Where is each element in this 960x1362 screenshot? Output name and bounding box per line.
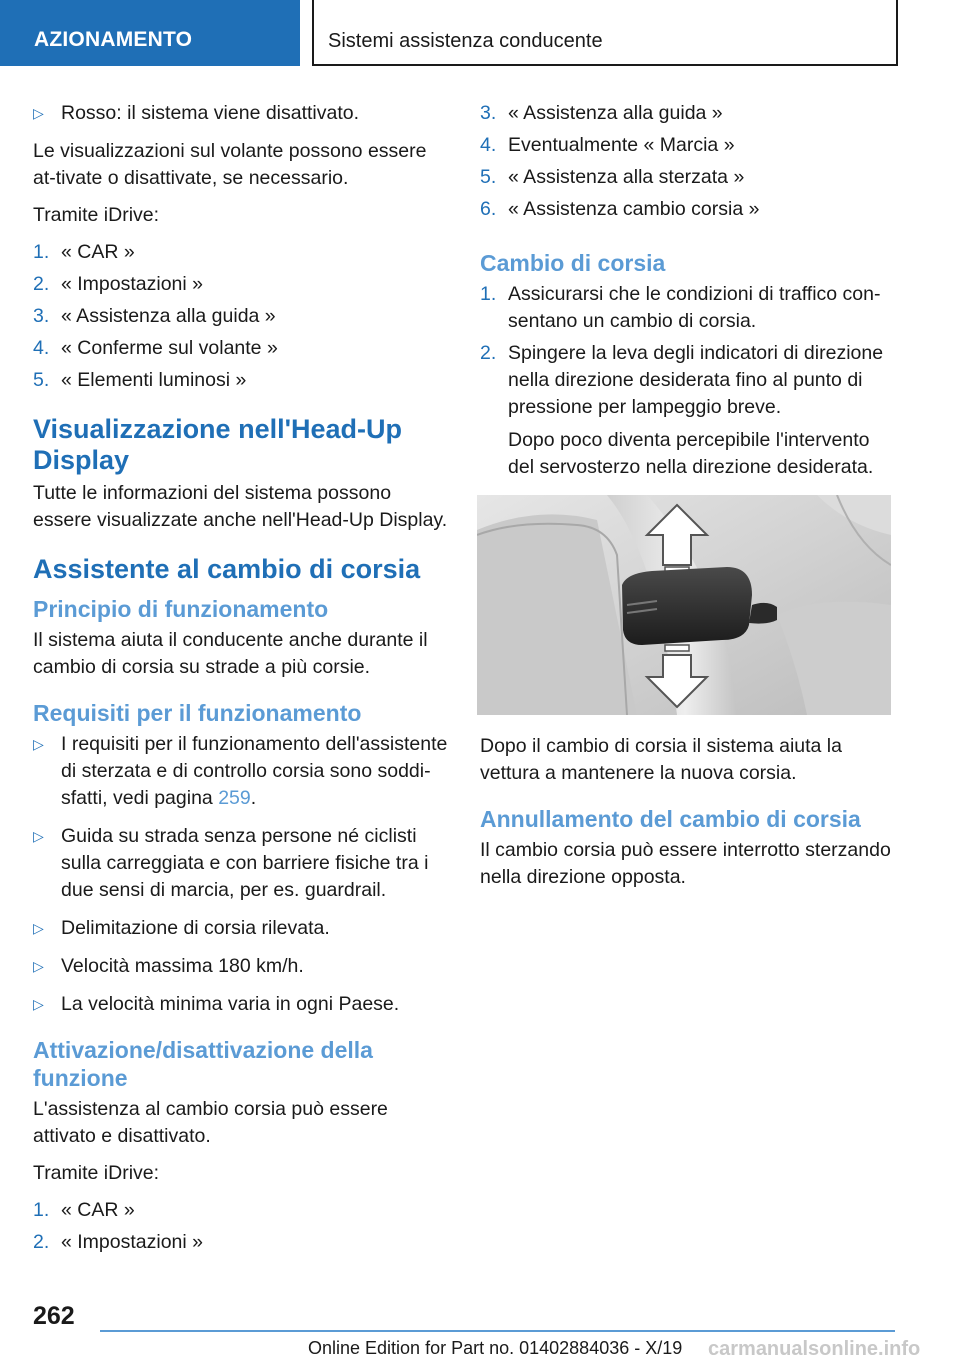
heading-principle: Principio di funzionamento xyxy=(33,596,329,622)
triangle-bullet-icon: ▷ xyxy=(33,828,44,844)
subsection-title: Sistemi assistenza conducente xyxy=(328,30,603,52)
turn-signal-lever-illustration xyxy=(477,495,891,715)
heading-activation: Attivazione/disattivazione della funzione xyxy=(33,1037,373,1091)
numbered-item: 4. « Conferme sul volante » xyxy=(33,337,278,359)
numbered-item: 1. « CAR » xyxy=(33,1199,135,1221)
numbered-item: 2. Spingere la leva degli indicatori di direzione nella direzione desiderata fino al punto di pressione per lampeggio breve. xyxy=(480,342,884,418)
section-tab xyxy=(0,0,300,66)
bullet-item: ▷ Rosso: il sistema viene disattivato. xyxy=(33,100,448,127)
section-title: AZIONAMENTO xyxy=(34,28,193,51)
bullet-item: ▷ Guida su strada senza persone né ciclisti sulla carreggiata e con barriere fisiche tra i due sensi di marcia, per es. guardrail. xyxy=(33,825,429,901)
numbered-item: 1. Assicurarsi che le condizioni di traffico con-sentano un cambio di corsia. xyxy=(480,283,881,332)
paragraph: Tramite iDrive: xyxy=(33,204,160,226)
paragraph: Il cambio corsia può essere interrotto sterzando nella direzione opposta. xyxy=(480,839,891,888)
page-header xyxy=(0,0,960,66)
page-number: 262 xyxy=(33,1302,75,1330)
subsection-box xyxy=(312,0,898,66)
numbered-item: 4. Eventualmente « Marcia » xyxy=(480,134,735,156)
numbered-item: 1. « CAR » xyxy=(33,241,135,263)
bullet-item: ▷ Delimitazione di corsia rilevata. xyxy=(33,915,448,942)
numbered-item: 5. « Elementi luminosi » xyxy=(33,369,247,391)
paragraph: Dopo il cambio di corsia il sistema aiuta la vettura a mantenere la nuova corsia. xyxy=(480,735,842,784)
paragraph: Il sistema aiuta il conducente anche durante il cambio di corsia su strade a più corsie. xyxy=(33,629,428,678)
page-link[interactable]: 259 xyxy=(218,787,251,809)
footer-edition: Online Edition for Part no. 01402884036 - X/19 xyxy=(308,1338,683,1358)
triangle-bullet-icon: ▷ xyxy=(33,920,44,936)
triangle-bullet-icon: ▷ xyxy=(33,996,44,1012)
paragraph: Le visualizzazioni sul volante possono essere at-tivate o disattivate, se necessario. xyxy=(33,140,427,189)
bullet-item: ▷ Velocità massima 180 km/h. xyxy=(33,953,448,980)
numbered-item: 3. « Assistenza alla guida » xyxy=(33,305,276,327)
numbered-item: 2. « Impostazioni » xyxy=(33,1231,203,1253)
paragraph: Tutte le informazioni del sistema possono essere visualizzate anche nell'Head-Up Display. xyxy=(33,482,448,531)
lever-illustration-svg xyxy=(477,495,891,715)
step-note: Dopo poco diventa percepibile l'intervento del servosterzo nella direzione desiderata. xyxy=(508,429,874,478)
heading-assistant: Assistente al cambio di corsia xyxy=(33,554,421,584)
triangle-bullet-icon: ▷ xyxy=(33,105,44,121)
right-column xyxy=(480,100,892,901)
watermark: carmanualsonline.info xyxy=(708,1338,921,1360)
paragraph: L'assistenza al cambio corsia può essere attivato e disattivato. xyxy=(33,1098,388,1147)
numbered-item: 6. « Assistenza cambio corsia » xyxy=(480,198,760,220)
left-column xyxy=(33,100,448,1261)
bullet-item: ▷ I requisiti per il funzionamento dell'assistente di sterzata e di controllo corsia sono soddi-sfatti, vedi pagina 259. xyxy=(33,733,448,809)
heading-requirements: Requisiti per il funzionamento xyxy=(33,700,362,726)
bullet-item: ▷ La velocità minima varia in ogni Paese. xyxy=(33,991,448,1018)
triangle-bullet-icon: ▷ xyxy=(33,958,44,974)
numbered-item: 2. « Impostazioni » xyxy=(33,273,203,295)
heading-lane-change: Cambio di corsia xyxy=(480,250,666,276)
numbered-item: 3. « Assistenza alla guida » xyxy=(480,102,723,124)
numbered-item: 5. « Assistenza alla sterzata » xyxy=(480,166,745,188)
heading-cancel: Annullamento del cambio di corsia xyxy=(480,806,861,832)
triangle-bullet-icon: ▷ xyxy=(33,736,44,752)
paragraph: Tramite iDrive: xyxy=(33,1162,160,1184)
heading-headup: Visualizzazione nell'Head-Up Display xyxy=(33,414,403,475)
footer-divider xyxy=(100,1330,895,1332)
